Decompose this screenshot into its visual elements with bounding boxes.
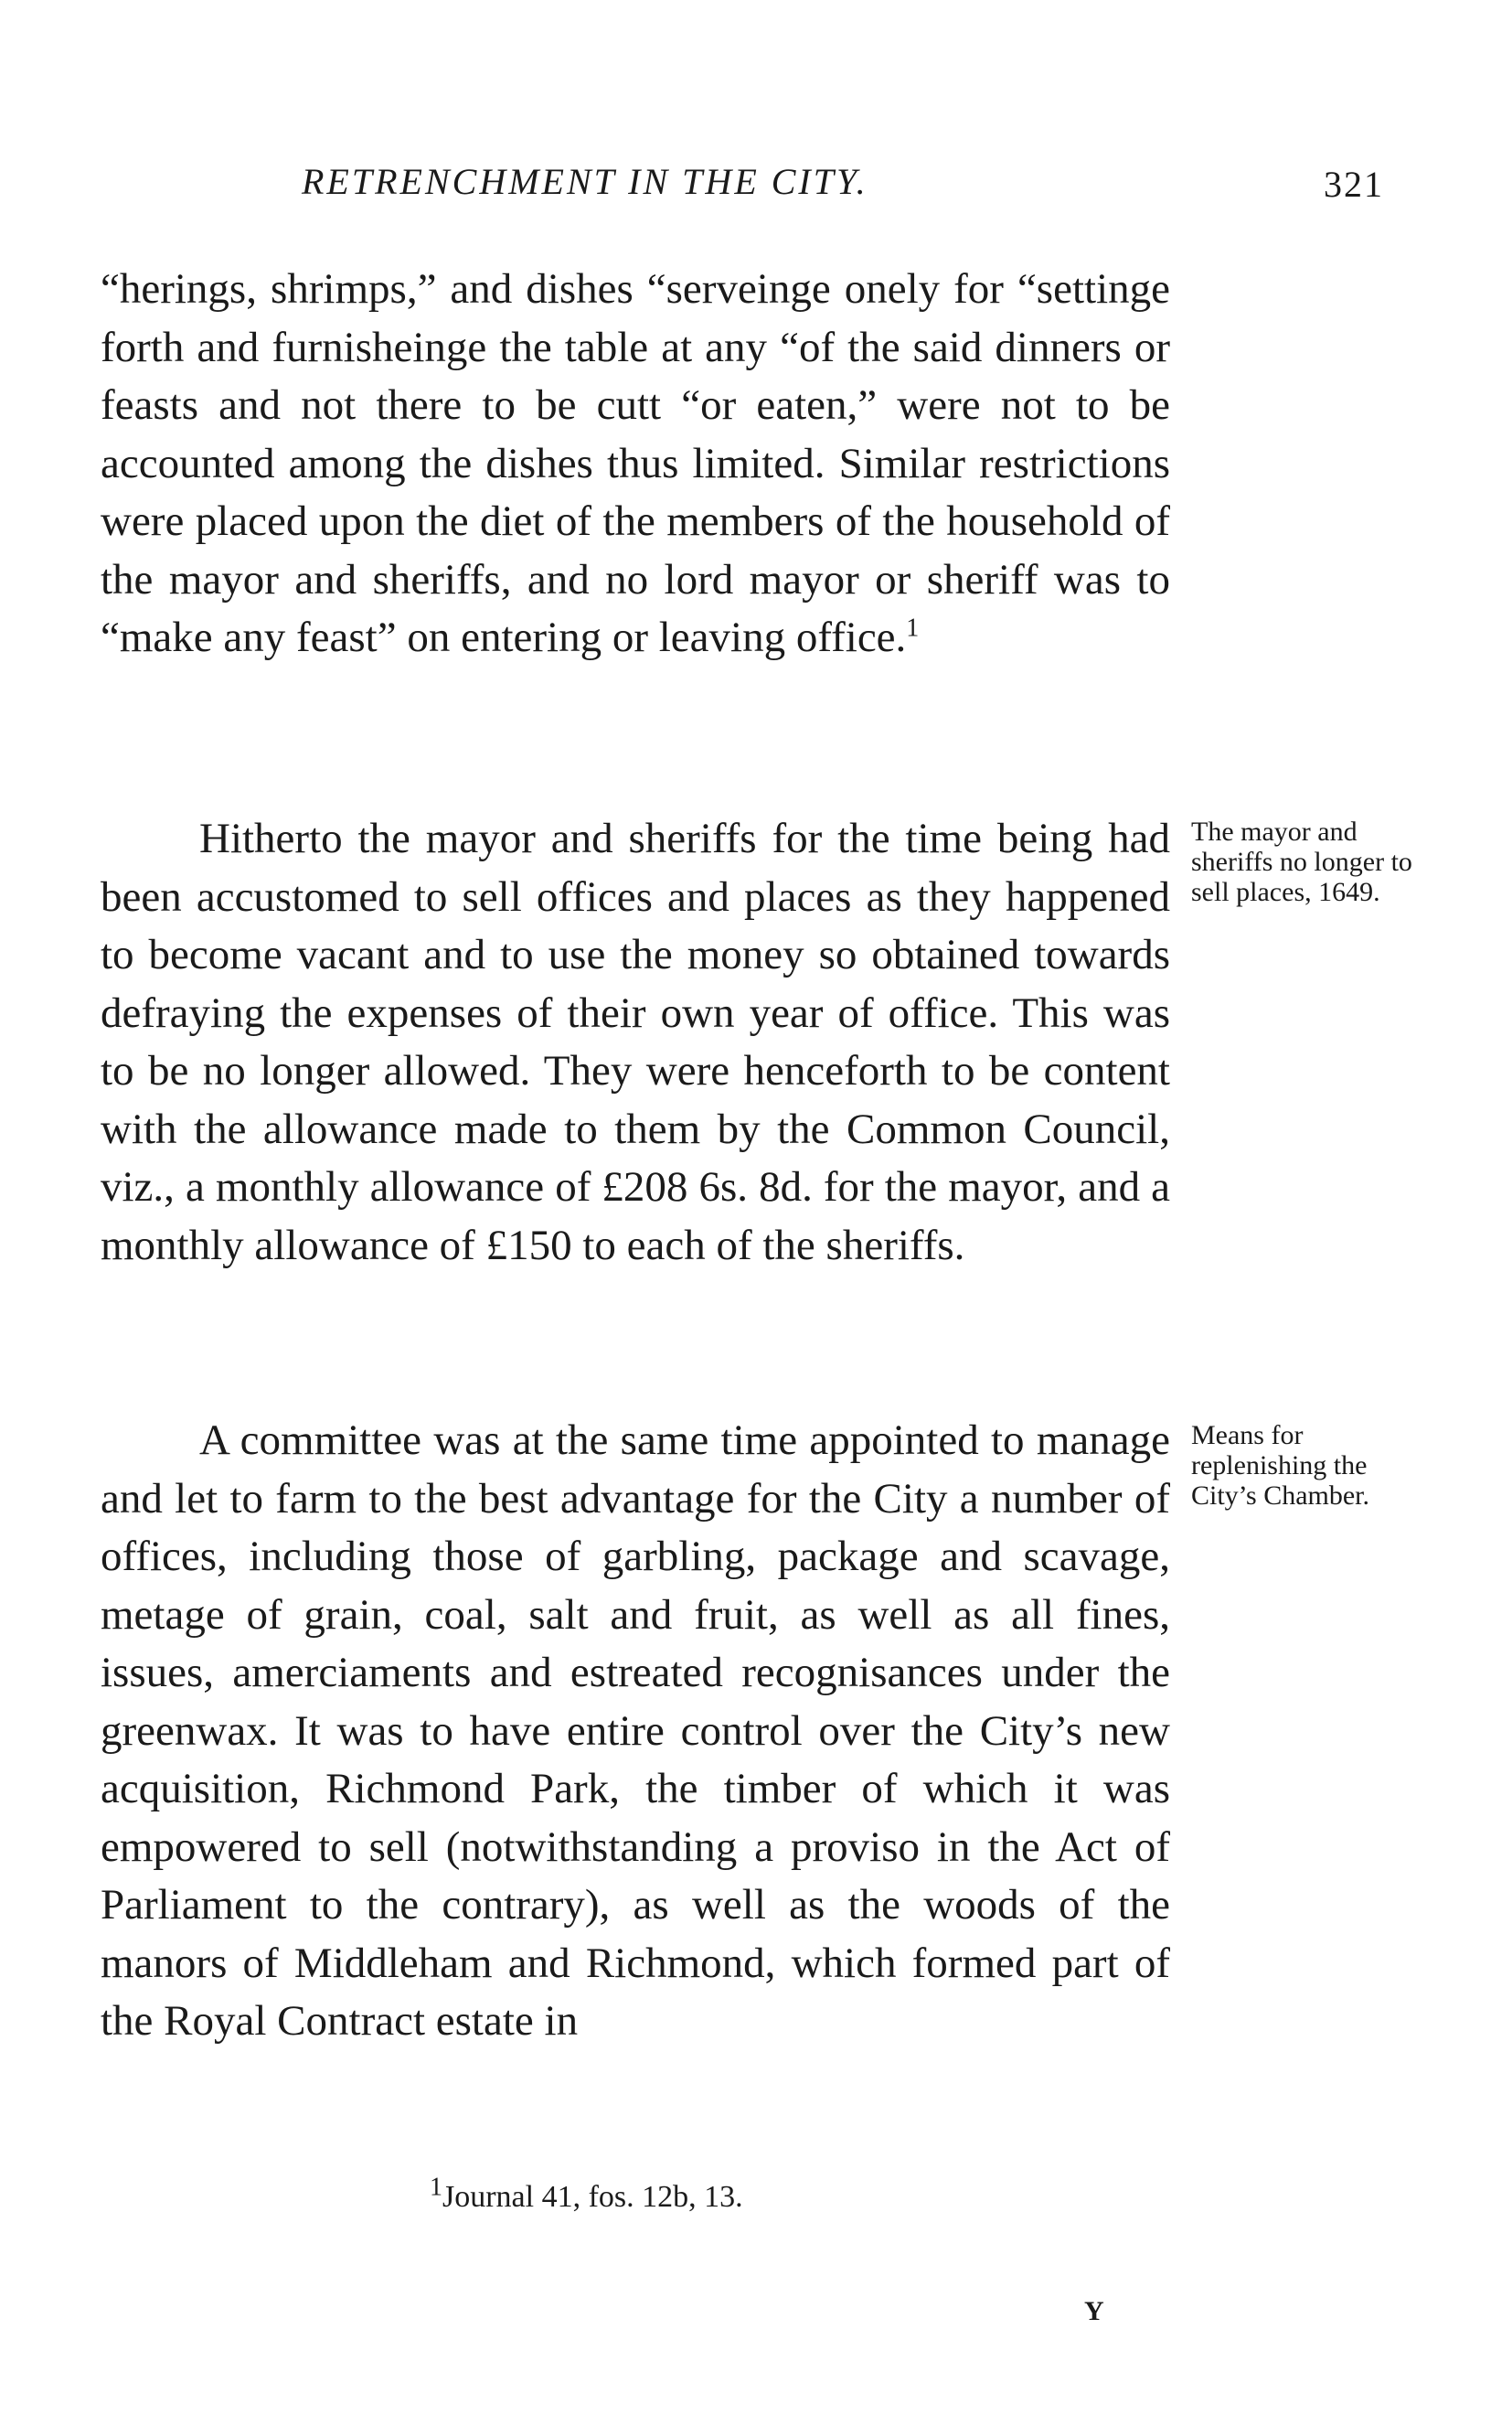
paragraph-3-text: A committee was at the same time appointed to manage and let to farm to the best advantage for the City a number of offices, including those of garbling, package and scavage, metage of grain, coal, salt and fruit, as well as all fines, issues, amerciaments and estreated recognisances under the greenwax. It was to have entire control over the City’s new acquisition, Richmond Park, the timber of which it was empowered to sell (notwithstanding a proviso in the Act of Parliament to the contrary), as well as the woods of the manors of Middleham and Richmond, which formed part of the Royal Contract estate in	[101, 1416, 1170, 2045]
paragraph-3	[101, 1412, 1170, 2051]
paragraph-2-text: Hitherto the mayor and sheriffs for the time being had been accustomed to sell offices and places as they happened to become vacant and to use the money so obtained towards defraying the expenses of their own year of office. This was to be no longer allowed. They were henceforth to be content with the allowance made to them by the Common Council, viz., a monthly allowance of £208 6s. 8d. for the mayor, and a monthly allowance of £150 to each of the sheriffs.	[101, 815, 1170, 1269]
signature-mark: Y	[1084, 2296, 1104, 2326]
margin-note-chamber: Means for replenishing the City’s Chamber.	[1191, 1420, 1369, 1511]
page-number: 321	[1324, 164, 1384, 205]
running-title: RETRENCHMENT IN THE CITY.	[302, 161, 868, 202]
footnote-reference: 1	[906, 614, 920, 643]
margin-note-mayor-sheriffs: The mayor and sheriffs no longer to sell places, 1649.	[1191, 817, 1412, 907]
footnote-text: Journal 41, fos. 12b, 13.	[442, 2180, 743, 2214]
paragraph-1	[101, 261, 1170, 668]
footnote-marker: 1	[430, 2173, 442, 2202]
paragraph-2	[101, 810, 1170, 1275]
footnote	[430, 2173, 743, 2217]
paragraph-1-text: “herings, shrimps,” and dishes “serveinge onely for “settinge forth and furnisheinge the table at any “of the said dinners or feasts and not there to be cutt “or eaten,” were not to be accounted among the dishes thus limited. Similar restrictions were placed upon the diet of the members of the household of the mayor and sheriffs, and no lord mayor or sheriff was to “make any feast” on entering or leaving office.	[101, 265, 1170, 661]
